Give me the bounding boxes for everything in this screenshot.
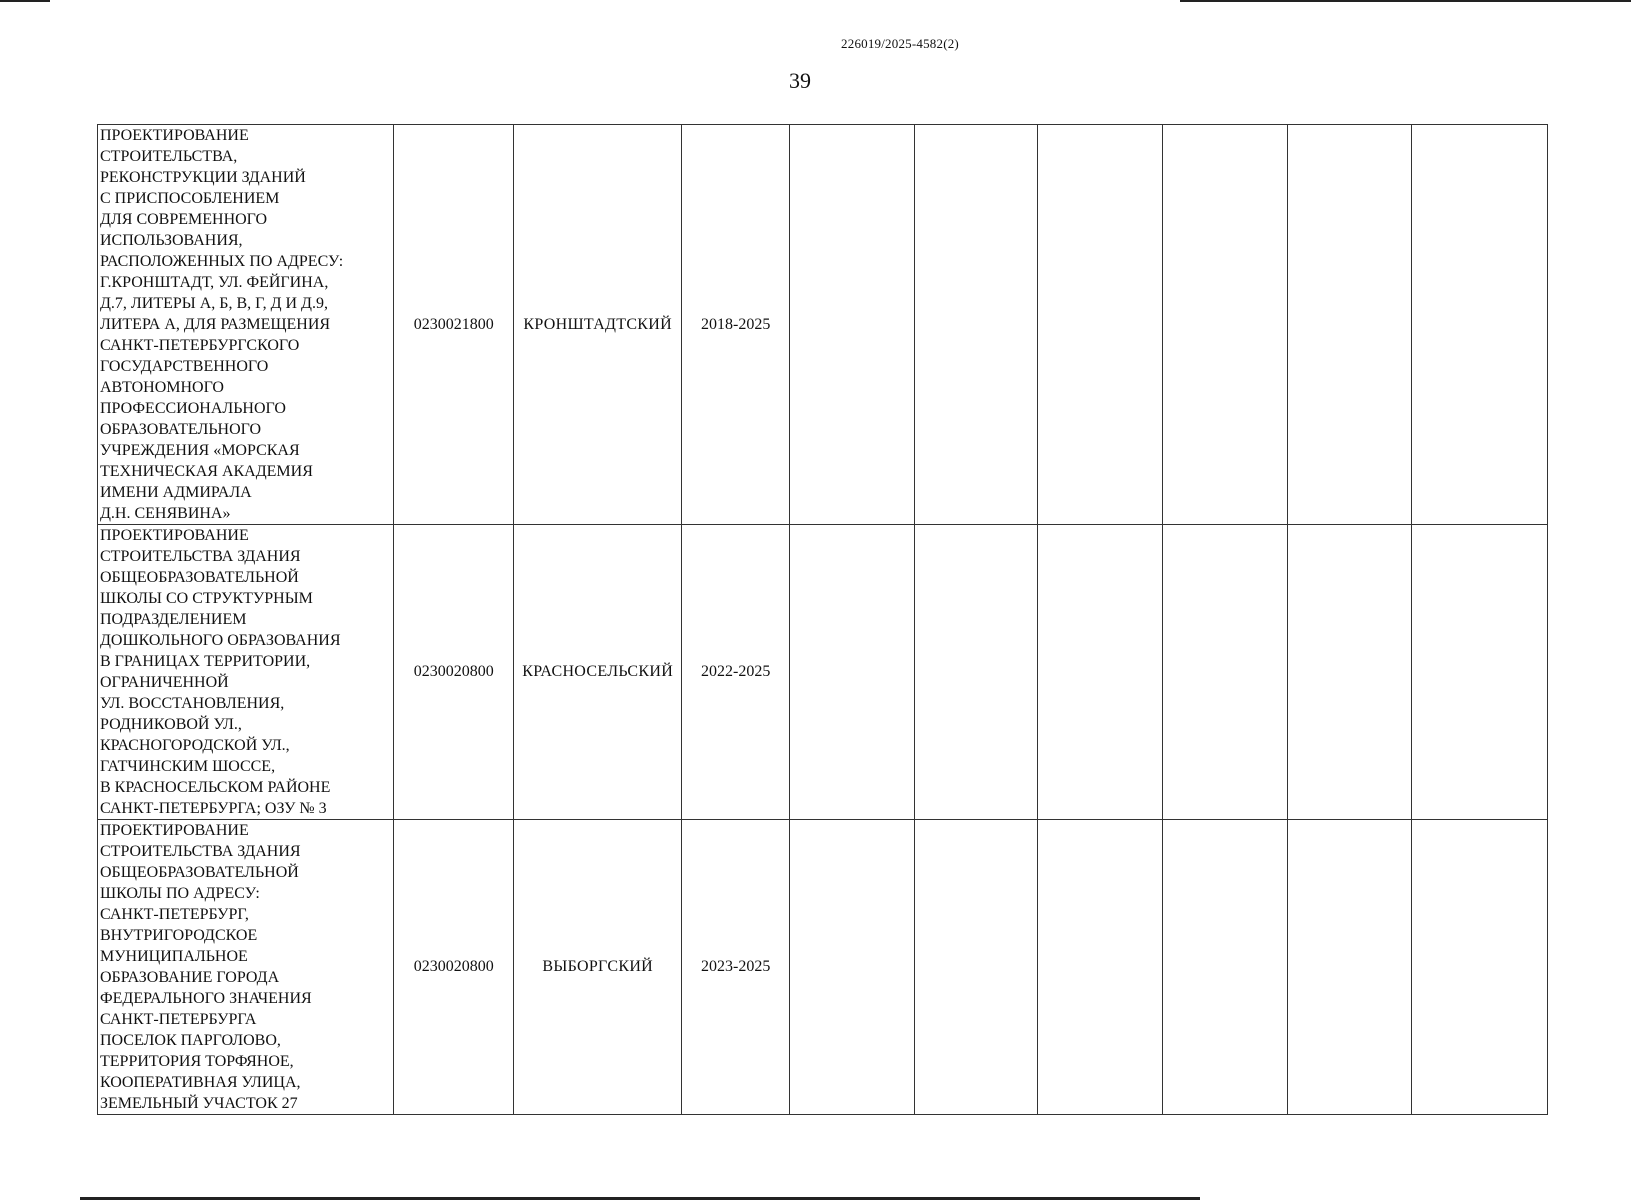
table-row xyxy=(98,125,1548,525)
table-row xyxy=(98,820,1548,1115)
period-cell: 2018-2025 xyxy=(681,125,789,525)
top-scan-edge-right xyxy=(1180,0,1631,2)
empty-value-cell xyxy=(1162,125,1287,525)
period-cell: 2022-2025 xyxy=(681,525,789,820)
empty-value-cell xyxy=(1288,525,1412,820)
district-cell: ВЫБОРГСКИЙ xyxy=(514,820,682,1115)
page-number: 39 xyxy=(789,68,811,93)
period-cell: 2023-2025 xyxy=(681,820,789,1115)
empty-value-cell xyxy=(790,525,914,820)
project-name-cell: ПРОЕКТИРОВАНИЕ СТРОИТЕЛЬСТВА ЗДАНИЯ ОБЩЕОБРАЗОВАТЕЛЬНОЙ ШКОЛЫ СО СТРУКТУРНЫМ ПОДРАЗДЕЛЕНИЕМ ДОШКОЛЬНОГО ОБРАЗОВАНИЯ В ГРАНИЦАХ ТЕРРИТОРИИ, ОГРАНИЧЕННОЙ УЛ. ВОССТАНОВЛЕНИЯ, РОДНИКОВОЙ УЛ., КРАСНОГОРОДСКОЙ УЛ., ГАТЧИНСКИМ ШОССЕ, В КРАСНОСЕЛЬСКОМ РАЙОНЕ САНКТ-ПЕТЕРБУРГА; ОЗУ № 3 xyxy=(98,525,394,820)
empty-value-cell xyxy=(914,125,1037,525)
empty-value-cell xyxy=(914,820,1037,1115)
empty-value-cell xyxy=(1162,525,1287,820)
empty-value-cell xyxy=(790,820,914,1115)
construction-projects-table xyxy=(97,124,1548,1115)
district-cell: КРАСНОСЕЛЬСКИЙ xyxy=(514,525,682,820)
district-cell: КРОНШТАДТСКИЙ xyxy=(514,125,682,525)
project-name-cell: ПРОЕКТИРОВАНИЕ СТРОИТЕЛЬСТВА ЗДАНИЯ ОБЩЕОБРАЗОВАТЕЛЬНОЙ ШКОЛЫ ПО АДРЕСУ: САНКТ-ПЕТЕРБУРГ, ВНУТРИГОРОДСКОЕ МУНИЦИПАЛЬНОЕ ОБРАЗОВАНИЕ ГОРОДА ФЕДЕРАЛЬНОГО ЗНАЧЕНИЯ САНКТ-ПЕТЕРБУРГА ПОСЕЛОК ПАРГОЛОВО, ТЕРРИТОРИЯ ТОРФЯНОЕ, КООПЕРАТИВНАЯ УЛИЦА, ЗЕМЕЛЬНЫЙ УЧАСТОК 27 xyxy=(98,820,394,1115)
empty-value-cell xyxy=(1288,820,1412,1115)
empty-value-cell xyxy=(1038,820,1162,1115)
empty-value-cell xyxy=(1412,125,1548,525)
empty-value-cell xyxy=(790,125,914,525)
top-scan-edge-left xyxy=(0,0,50,2)
budget-code-cell: 0230021800 xyxy=(394,125,514,525)
table-row xyxy=(98,525,1548,820)
empty-value-cell xyxy=(1038,525,1162,820)
empty-value-cell xyxy=(1412,820,1548,1115)
project-name-cell: ПРОЕКТИРОВАНИЕ СТРОИТЕЛЬСТВА, РЕКОНСТРУКЦИИ ЗДАНИЙ С ПРИСПОСОБЛЕНИЕМ ДЛЯ СОВРЕМЕННОГО ИСПОЛЬЗОВАНИЯ, РАСПОЛОЖЕННЫХ ПО АДРЕСУ: Г.КРОНШТАДТ, УЛ. ФЕЙГИНА, Д.7, ЛИТЕРЫ А, Б, В, Г, Д И Д.9, ЛИТЕРА А, ДЛЯ РАЗМЕЩЕНИЯ САНКТ-ПЕТЕРБУРГСКОГО ГОСУДАРСТВЕННОГО АВТОНОМНОГО ПРОФЕССИОНАЛЬНОГО ОБРАЗОВАТЕЛЬНОГО УЧРЕЖДЕНИЯ «МОРСКАЯ ТЕХНИЧЕСКАЯ АКАДЕМИЯ ИМЕНИ АДМИРАЛА Д.Н. СЕНЯВИНА» xyxy=(98,125,394,525)
empty-value-cell xyxy=(1162,820,1287,1115)
empty-value-cell xyxy=(1412,525,1548,820)
empty-value-cell xyxy=(1288,125,1412,525)
budget-code-cell: 0230020800 xyxy=(394,820,514,1115)
empty-value-cell xyxy=(914,525,1037,820)
empty-value-cell xyxy=(1038,125,1162,525)
document-registration-number: 226019/2025-4582(2) xyxy=(841,36,959,51)
budget-code-cell: 0230020800 xyxy=(394,525,514,820)
